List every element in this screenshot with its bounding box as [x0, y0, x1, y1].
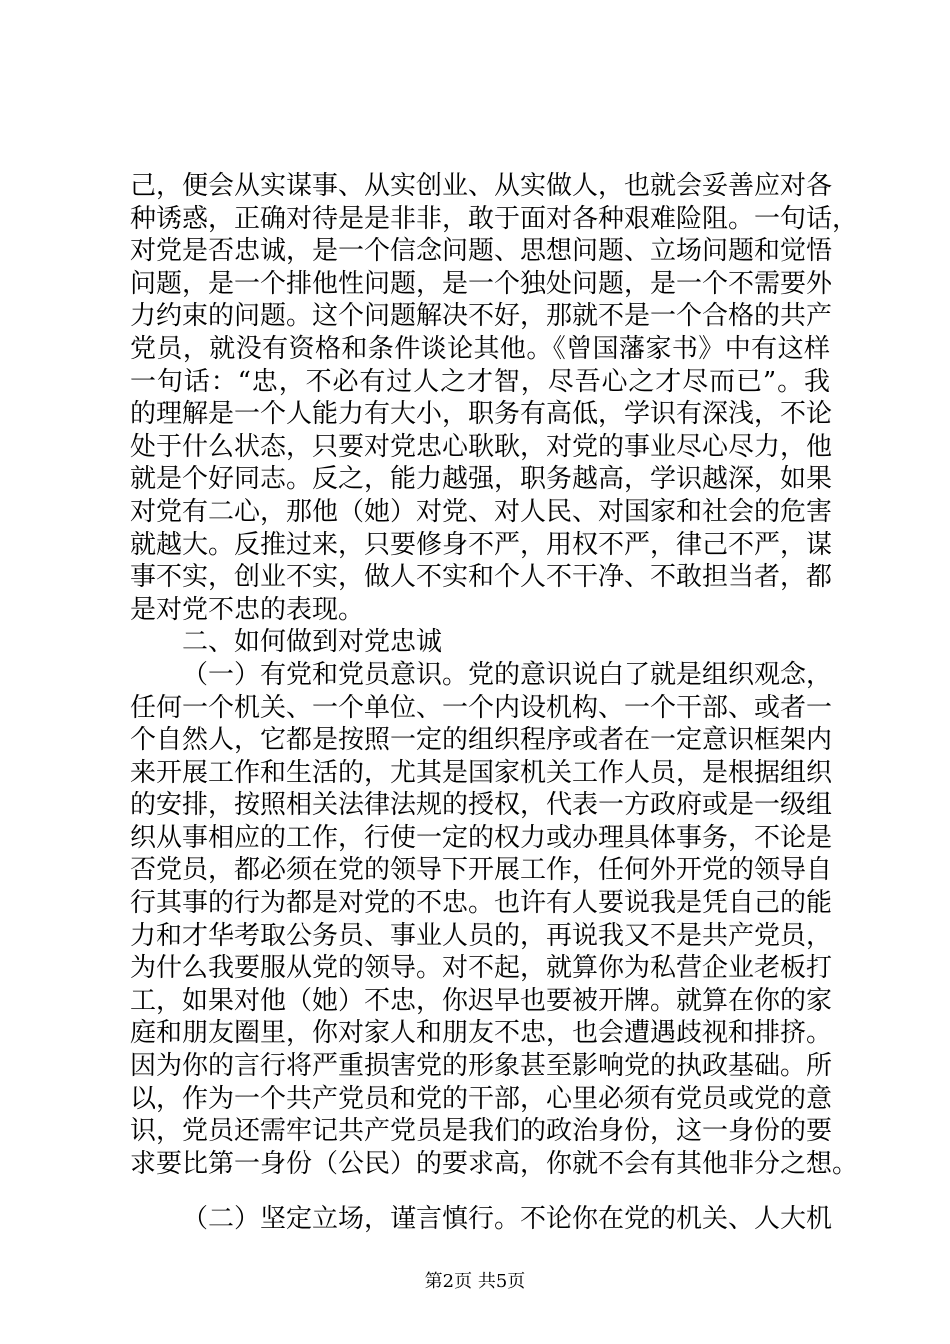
text-line: 事不实，创业不实，做人不实和个人不干净、不敢担当者，都 [130, 562, 833, 593]
text-line: 力和才华考取公务员、事业人员的，再说我又不是共产党员， [130, 920, 833, 951]
text-line: （一）有党和党员意识。党的意识说白了就是组织观念， [182, 659, 833, 690]
text-line: 行其事的行为都是对党的不忠。也许有人要说我是凭自己的能 [130, 888, 833, 919]
document-body [130, 170, 859, 1236]
text-line: 力约束的问题。这个问题解决不好，那就不是一个合格的共产 [130, 301, 833, 332]
text-line: 工，如果对他（她）不忠，你迟早也要被开牌。就算在你的家 [130, 985, 833, 1016]
text-line: 一句话：“忠，不必有过人之才智，尽吾心之才尽而已”。我 [130, 366, 830, 397]
text-line: 对党有二心，那他（她）对党、对人民、对国家和社会的危害 [130, 496, 833, 527]
text-line: 对党是否忠诚，是一个信念问题、思想问题、立场问题和觉悟 [130, 236, 833, 267]
text-line: 是对党不忠的表现。 [130, 594, 365, 625]
text-line: 因为你的言行将严重损害党的形象甚至影响党的执政基础。所 [130, 1051, 833, 1082]
text-line: 为什么我要服从党的领导。对不起，就算你为私营企业老板打 [130, 953, 833, 984]
text-line: 的理解是一个人能力有大小，职务有高低，学识有深浅，不论 [130, 399, 833, 430]
text-line: 处于什么状态，只要对党忠心耿耿，对党的事业尽心尽力，他 [130, 431, 833, 462]
text-line: 任何一个机关、一个单位、一个内设机构、一个干部、或者一 [130, 692, 833, 723]
paragraph-gap [130, 1180, 830, 1203]
text-line: 庭和朋友圈里，你对家人和朋友不忠，也会遭遇歧视和排挤。 [130, 1018, 833, 1049]
section-heading: 二、如何做到对党忠诚 [182, 627, 443, 658]
page-footer: 第2页 共5页 [424, 1271, 526, 1292]
text-line: （二）坚定立场，谨言慎行。不论你在党的机关、人大机 [182, 1204, 833, 1235]
text-line: 的安排，按照相关法律法规的授权，代表一方政府或是一级组 [130, 790, 833, 821]
text-line: 识，党员还需牢记共产党员是我们的政治身份，这一身份的要 [130, 1116, 833, 1147]
text-line: 个自然人，它都是按照一定的组织程序或者在一定意识框架内 [130, 725, 833, 756]
text-line: 就越大。反推过来，只要修身不严，用权不严，律己不严，谋 [130, 529, 833, 560]
text-line: 问题，是一个排他性问题，是一个独处问题，是一个不需要外 [130, 268, 833, 299]
text-line: 种诱惑，正确对待是是非非，敢于面对各种艰难险阻。一句话， [130, 203, 859, 234]
text-line: 求要比第一身份（公民）的要求高，你就不会有其他非分之想。 [130, 1148, 859, 1179]
text-line: 己，便会从实谋事、从实创业、从实做人，也就会妥善应对各 [130, 171, 833, 201]
text-line: 来开展工作和生活的，尤其是国家机关工作人员，是根据组织 [130, 757, 833, 788]
text-line: 以，作为一个共产党员和党的干部，心里必须有党员或党的意 [130, 1083, 833, 1114]
text-line: 就是个好同志。反之，能力越强，职务越高，学识越深，如果 [130, 464, 833, 495]
text-line: 织从事相应的工作，行使一定的权力或办理具体事务，不论是 [130, 822, 833, 853]
text-line: 否党员，都必须在党的领导下开展工作，任何外开党的领导自 [130, 855, 833, 886]
text-line: 党员，就没有资格和条件谈论其他。《曾国藩家书》中有这样 [130, 333, 830, 364]
